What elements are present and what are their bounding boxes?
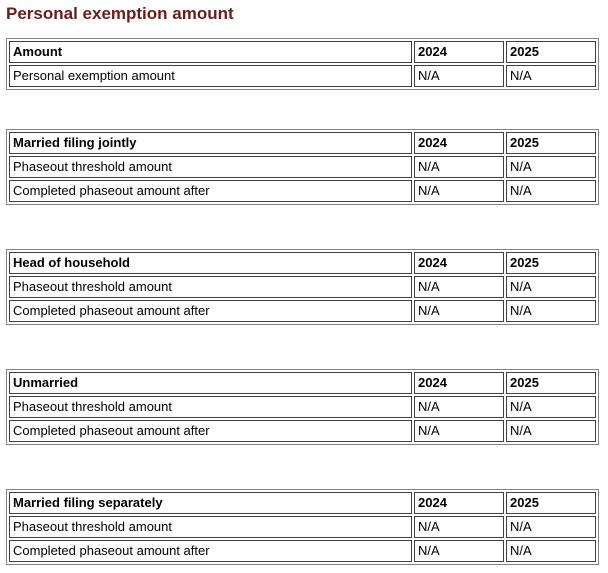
row-label: Phaseout threshold amount bbox=[9, 396, 412, 418]
value-cell-2024: N/A bbox=[414, 180, 504, 202]
unmarried-table bbox=[6, 369, 599, 445]
table-row bbox=[9, 156, 596, 178]
personal-exemption-table bbox=[6, 38, 599, 90]
value-cell-2024: N/A bbox=[414, 65, 504, 87]
table-row bbox=[9, 276, 596, 298]
value-cell-2025: N/A bbox=[506, 396, 596, 418]
value-cell-2025: N/A bbox=[506, 516, 596, 538]
row-label: Phaseout threshold amount bbox=[9, 156, 412, 178]
table-header-label: Head of household bbox=[9, 252, 412, 274]
row-label: Completed phaseout amount after bbox=[9, 180, 412, 202]
married-filing-jointly-table bbox=[6, 129, 599, 205]
value-cell-2025: N/A bbox=[506, 300, 596, 322]
value-cell-2025: N/A bbox=[506, 276, 596, 298]
row-label: Completed phaseout amount after bbox=[9, 300, 412, 322]
year-column-header-2025: 2025 bbox=[506, 372, 596, 394]
row-label: Phaseout threshold amount bbox=[9, 516, 412, 538]
value-cell-2025: N/A bbox=[506, 540, 596, 562]
year-column-header-2024: 2024 bbox=[414, 252, 504, 274]
row-label: Phaseout threshold amount bbox=[9, 276, 412, 298]
year-column-header-2025: 2025 bbox=[506, 132, 596, 154]
table-header-row bbox=[9, 132, 596, 154]
value-cell-2024: N/A bbox=[414, 540, 504, 562]
value-cell-2025: N/A bbox=[506, 65, 596, 87]
table-header-row bbox=[9, 372, 596, 394]
married-filing-separately-table bbox=[6, 489, 599, 565]
value-cell-2024: N/A bbox=[414, 420, 504, 442]
table-header-label: Unmarried bbox=[9, 372, 412, 394]
year-column-header-2025: 2025 bbox=[506, 252, 596, 274]
page-title: Personal exemption amount bbox=[6, 4, 234, 23]
year-column-header-2025: 2025 bbox=[506, 41, 596, 63]
table-header-label: Married filing separately bbox=[9, 492, 412, 514]
year-column-header-2024: 2024 bbox=[414, 372, 504, 394]
table-header-row bbox=[9, 41, 596, 63]
value-cell-2024: N/A bbox=[414, 300, 504, 322]
table-header-row bbox=[9, 252, 596, 274]
value-cell-2025: N/A bbox=[506, 156, 596, 178]
year-column-header-2024: 2024 bbox=[414, 132, 504, 154]
table-header-label: Married filing jointly bbox=[9, 132, 412, 154]
table-header-label: Amount bbox=[9, 41, 412, 63]
value-cell-2024: N/A bbox=[414, 516, 504, 538]
year-column-header-2025: 2025 bbox=[506, 492, 596, 514]
table-row bbox=[9, 300, 596, 322]
table-row bbox=[9, 516, 596, 538]
year-column-header-2024: 2024 bbox=[414, 492, 504, 514]
table-row bbox=[9, 420, 596, 442]
row-label: Completed phaseout amount after bbox=[9, 420, 412, 442]
table-row bbox=[9, 180, 596, 202]
table-row bbox=[9, 540, 596, 562]
table-row bbox=[9, 65, 596, 87]
row-label: Personal exemption amount bbox=[9, 65, 412, 87]
value-cell-2024: N/A bbox=[414, 396, 504, 418]
value-cell-2024: N/A bbox=[414, 156, 504, 178]
value-cell-2025: N/A bbox=[506, 180, 596, 202]
value-cell-2024: N/A bbox=[414, 276, 504, 298]
year-column-header-2024: 2024 bbox=[414, 41, 504, 63]
value-cell-2025: N/A bbox=[506, 420, 596, 442]
row-label: Completed phaseout amount after bbox=[9, 540, 412, 562]
table-row bbox=[9, 396, 596, 418]
head-of-household-table bbox=[6, 249, 599, 325]
table-header-row bbox=[9, 492, 596, 514]
